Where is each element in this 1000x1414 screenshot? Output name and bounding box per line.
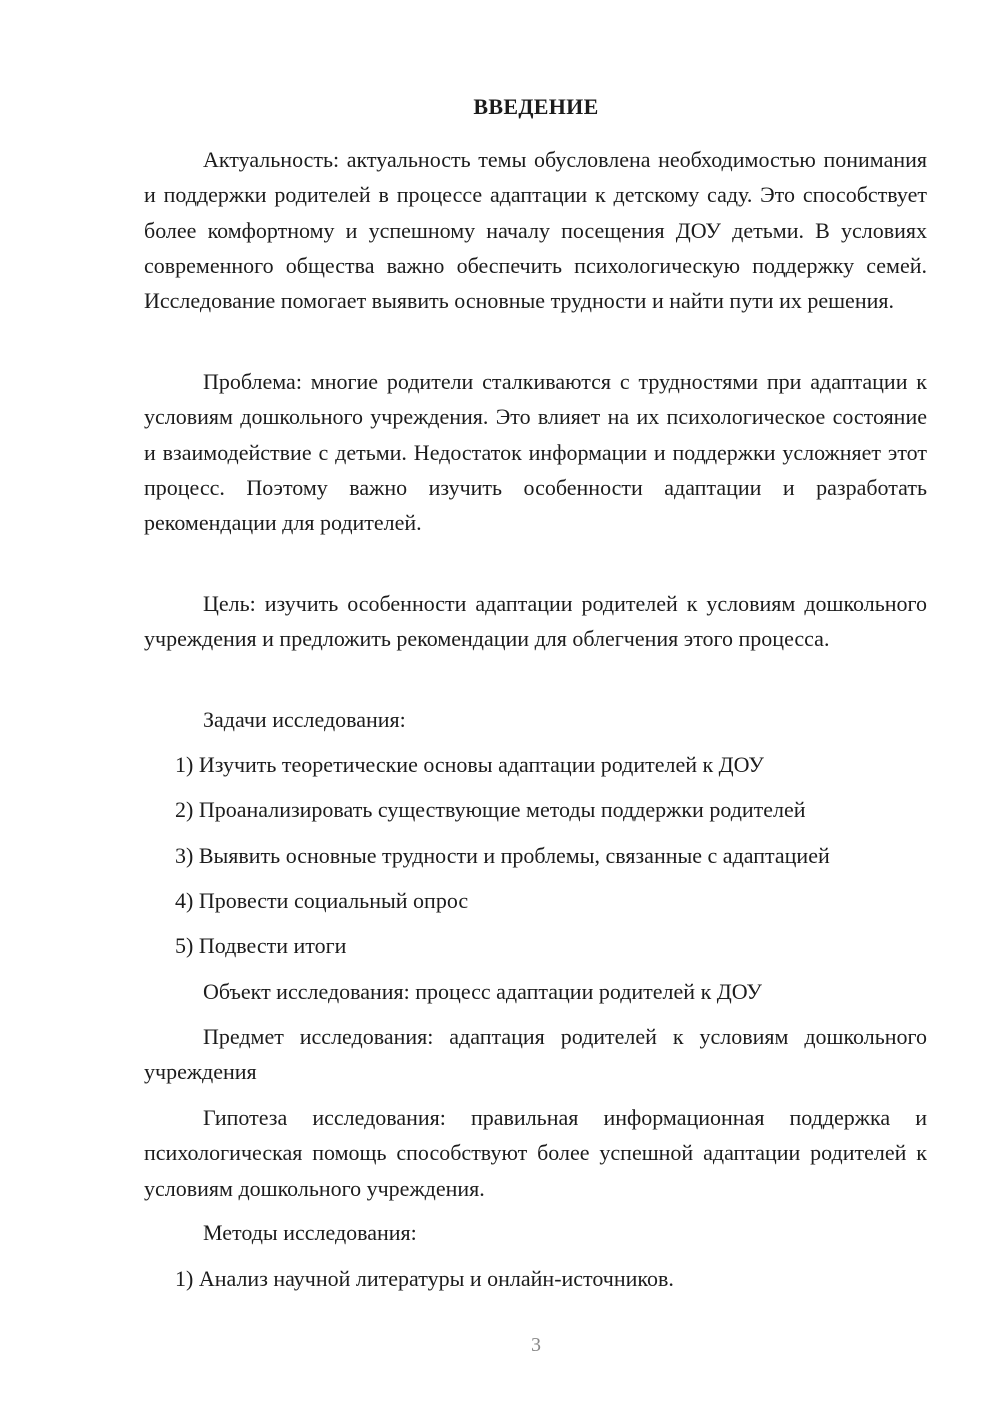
hypothesis-paragraph: Гипотеза исследования: правильная информационная поддержка и психологическая помощь способствуют более успешной адаптации родителей к условиям дошкольного учреждения. (144, 1105, 927, 1201)
task-item: 4) Провести социальный опрос (175, 888, 469, 913)
page-number: 3 (531, 1334, 541, 1356)
subject-paragraph: Предмет исследования: адаптация родителей к условиям дошкольного учреждения (144, 1024, 927, 1085)
task-item: 2) Проанализировать существующие методы поддержки родителей (175, 797, 806, 822)
object-line: Объект исследования: процесс адаптации родителей к ДОУ (203, 979, 762, 1004)
method-item: 1) Анализ научной литературы и онлайн-источников. (175, 1266, 674, 1291)
tasks-title: Задачи исследования: (203, 707, 406, 732)
methods-title: Методы исследования: (203, 1220, 417, 1245)
section-heading: ВВЕДЕНИЕ (473, 94, 599, 119)
goal-paragraph: Цель: изучить особенности адаптации родителей к условиям дошкольного учреждения и предложить рекомендации для облегчения этого процесса. (144, 591, 927, 652)
relevance-paragraph: Актуальность: актуальность темы обусловлена необходимостью понимания и поддержки родителей в процессе адаптации к детскому саду. Это способствует более комфортному и успешному началу посещения ДОУ детьми. В условиях современного общества важно обеспечить психологическую поддержку семей. Исследование помогает выявить основные трудности и найти пути их решения. (144, 147, 927, 314)
task-item: 3) Выявить основные трудности и проблемы, связанные с адаптацией (175, 843, 830, 868)
task-item: 5) Подвести итоги (175, 933, 347, 958)
task-item: 1) Изучить теоретические основы адаптации родителей к ДОУ (175, 752, 764, 777)
problem-paragraph: Проблема: многие родители сталкиваются с трудностями при адаптации к условиям дошкольного учреждения. Это влияет на их психологическое состояние и взаимодействие с детьми. Недостаток информации и поддержки усложняет этот процесс. Поэтому важно изучить особенности адаптации и разработать рекомендации для родителей. (144, 369, 927, 536)
